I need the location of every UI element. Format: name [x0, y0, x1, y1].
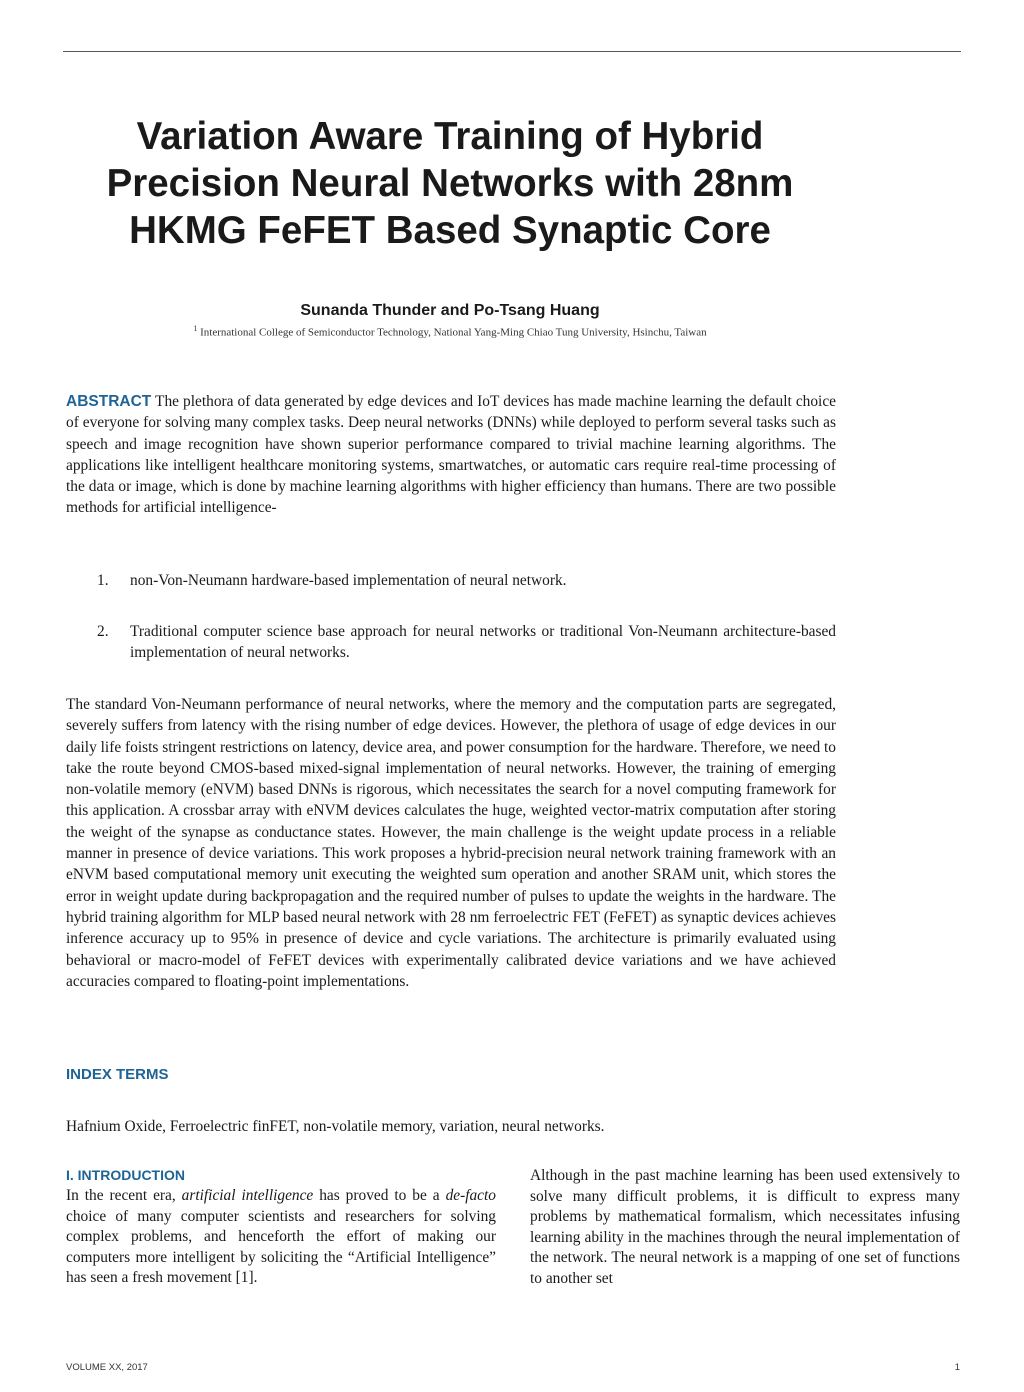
- author-list: Sunanda Thunder and Po-Tsang Huang: [300, 302, 600, 319]
- abstract-text: The plethora of data generated by edge devices and IoT devices has made machine learning the default choice of everyone for solving many complex tasks. Deep neural networks (DNNs) while deployed to perform several tasks such as speech and image recognition have shown superior performance compared to trivial machine learning algorithms. The applications like intelligent healthcare monitoring systems, smartwatches, or automatic cars require real-time processing of the data or image, which is done by machine learning algorithms with higher efficiency than humans. There are two possible methods for artificial intelligence-: [66, 393, 836, 517]
- list-number: 2.: [97, 623, 109, 640]
- abstract-label: ABSTRACT: [66, 393, 152, 410]
- list-number: 1.: [97, 572, 109, 589]
- list-text: non-Von-Neumann hardware-based implementation of neural network.: [130, 572, 567, 589]
- list-text: Traditional computer science base approach for neural networks or traditional Von-Neumann architecture-based implementation of neural networks.: [130, 623, 836, 662]
- paper-title: [60, 113, 840, 254]
- body-paragraph: The standard Von-Neumann performance of neural networks, where the memory and the computation parts are segregated, severely suffers from latency with the rising number of edge devices. However, the plethora of usage of edge devices in our daily life foists stringent restrictions on latency, device area, and power consumption for the hardware. Therefore, we need to take the route beyond CMOS-based mixed-signal implementation of neural networks. However, the training of emerging non-volatile memory (eNVM) based DNNs is rigorous, which necessitates the search for a novel computing framework for this application. A crossbar array with eNVM devices calculates the huge, weighted vector-matrix computation after storing the weight of the synapse as conductance states. However, the main challenge is the weight update process in a reliable manner in presence of device variations. This work proposes a hybrid-precision neural network training framework with an eNVM based computational memory unit executing the weighted sum operation and another SRAM unit, which stores the error in weight update during backpropagation and the required number of pulses to update the weights in the hardware. The hybrid training algorithm for MLP based neural network with 28 nm ferroelectric FET (FeFET) as synaptic devices achieves inference accuracy up to 95% in presence of device and cycle variations. The architecture is primarily evaluated using behavioral or macro-model of FeFET devices with experimentally calibrated device variations and we have achieved accuracies compared to floating-point implementations.: [66, 696, 836, 990]
- page-number: 1: [954, 1362, 960, 1373]
- introduction-heading: I. INTRODUCTION: [66, 1167, 185, 1183]
- intro-text: has proved to be a: [313, 1187, 446, 1204]
- title-line-1: Variation Aware Training of Hybrid: [136, 115, 764, 158]
- title-line-3: HKMG FeFET Based Synaptic Core: [129, 209, 771, 252]
- intro-text: In the recent era,: [66, 1187, 182, 1204]
- header-rule: [63, 51, 961, 52]
- intro-text: choice of many computer scientists and researchers for solving complex problems, and henceforth the effort of making our computers more intelligent by soliciting the “Artificial Intelligence” has seen a fresh movement [1].: [66, 1207, 496, 1287]
- intro-italic-term: de-facto: [445, 1187, 496, 1204]
- affiliation-marker: 1: [193, 324, 198, 333]
- volume-footer: VOLUME XX, 2017: [66, 1362, 148, 1373]
- index-terms-heading: INDEX TERMS: [66, 1066, 169, 1083]
- intro-left-column: [66, 1186, 496, 1289]
- affiliation: [60, 324, 840, 339]
- abstract: [66, 391, 836, 519]
- affiliation-text: International College of Semiconductor Technology, National Yang-Ming Chiao Tung University, Hsinchu, Taiwan: [197, 326, 707, 339]
- title-line-2: Precision Neural Networks with 28nm: [106, 162, 794, 205]
- intro-right-column: Although in the past machine learning has been used extensively to solve many difficult problems, it is difficult to express many problems by mathematical formalism, which necessitates infusing learning ability in the machines through the neural implementation of the network. The neural network is a mapping of one set of functions to another set: [530, 1167, 960, 1287]
- index-terms-text: Hafnium Oxide, Ferroelectric finFET, non-volatile memory, variation, neural networks.: [66, 1118, 605, 1135]
- intro-italic-term: artificial intelligence: [181, 1187, 314, 1204]
